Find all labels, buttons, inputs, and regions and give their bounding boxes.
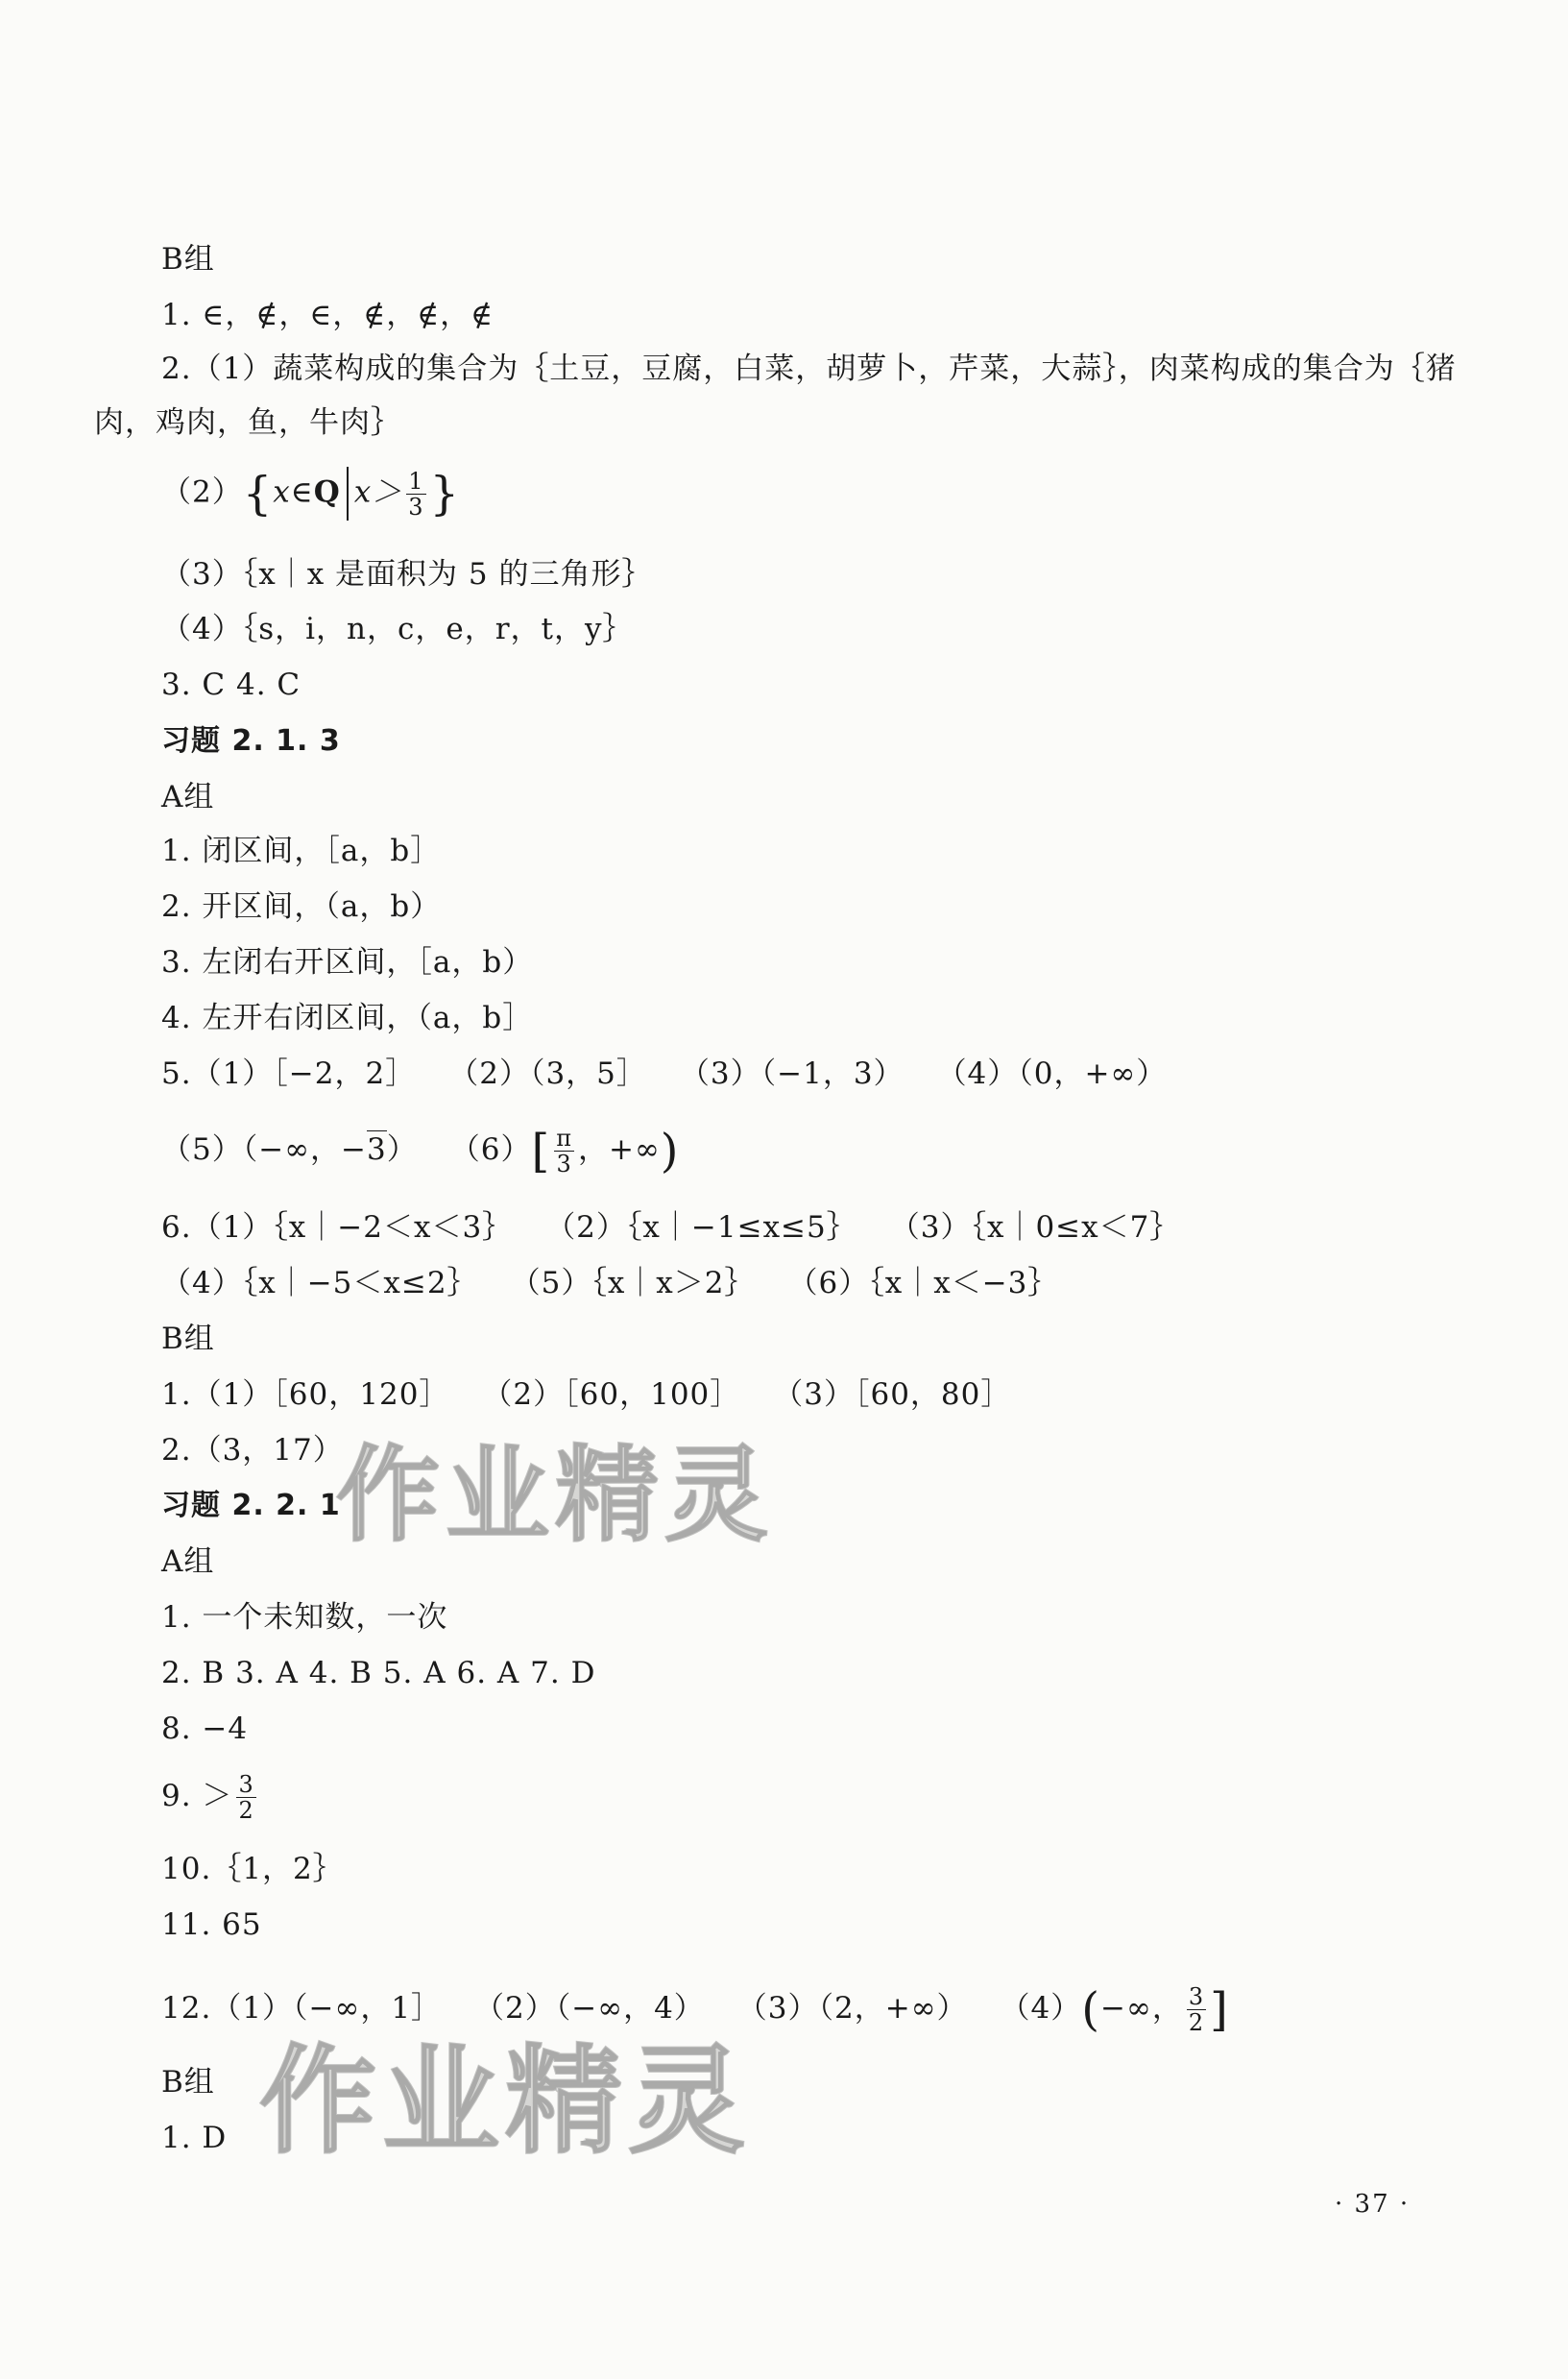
watermark-logo-2: 作业精灵 — [259, 2033, 751, 2170]
answer-b-3-4: 3. C 4. C — [161, 668, 302, 702]
answer-d-1: 1. D — [161, 2121, 228, 2155]
fraction-pi-third: $\frac{\pi}{3}$ — [556, 1125, 572, 1177]
answer-c-12-3: （3）（2，+∞） — [736, 1991, 968, 2026]
answer-c-11: 11. 65 — [161, 1907, 262, 1942]
page-number: · 37 · — [1335, 2190, 1411, 2219]
group-a-label-2: A组 — [161, 1544, 215, 1579]
left-bracket: [ — [531, 1124, 551, 1178]
group-a-label: A组 — [161, 780, 215, 814]
answer-a-2: 2. 开区间，（a，b） — [161, 889, 442, 924]
set-condition: x＞ — [353, 474, 403, 510]
group-b-label-2: B组 — [161, 1322, 215, 1356]
answer-a-6-1: 6.（1）｛x｜−2＜x＜3｝ — [161, 1210, 514, 1245]
answer-b2-1-1: 1.（1）［60，120］ — [161, 1377, 450, 1412]
answer-c-12-4-value: −∞， — [1100, 1991, 1183, 2026]
answer-a-5-6-infinity: ，+∞ — [577, 1132, 661, 1167]
answer-a-5-3: （3）（−1，3） — [679, 1056, 905, 1091]
answer-c-10: 10.｛1，2｝ — [161, 1852, 344, 1886]
fraction-one-third: $\frac{1}{3}$ — [408, 467, 424, 521]
answer-a-5-4: （4）（0，+∞） — [936, 1056, 1168, 1091]
answer-b2-1 — [161, 1375, 1011, 1414]
answer-b-2-2-label: （2） — [161, 474, 243, 510]
right-brace: } — [429, 467, 461, 521]
left-brace: { — [242, 467, 274, 521]
section-title-2-1-3: 习题 2. 1. 3 — [161, 724, 341, 758]
answer-a-6-6: （6）｛x｜x＜−3｝ — [787, 1266, 1059, 1300]
answer-b-2-1: 2.（1）蔬菜构成的集合为｛土豆，豆腐，白菜，胡萝卜，芹菜，大蒜｝，肉菜构成的集合为｛猪肉，鸡肉，鱼，牛肉｝ — [94, 352, 1457, 440]
right-bracket: ] — [1210, 1982, 1229, 2037]
answer-a-3: 3. 左闭右开区间，［a，b） — [161, 945, 534, 980]
answer-a-5-6-label: （6） — [449, 1132, 532, 1167]
answer-a-6-4: （4）｛x｜−5＜x≤2｝ — [161, 1266, 478, 1300]
fraction-three-halves-2: $\frac{3}{2}$ — [1188, 1983, 1205, 2036]
answer-a-6-row1 — [161, 1208, 1180, 1247]
left-paren: ( — [1081, 1982, 1101, 2037]
answer-c-8: 8. −4 — [161, 1711, 249, 1746]
answer-c-2-7: 2. B 3. A 4. B 5. A 6. A 7. D — [161, 1656, 596, 1690]
answer-a-1: 1. 闭区间，［a，b］ — [161, 834, 442, 868]
answer-a-6-3: （3）｛x｜0≤x＜7｝ — [889, 1210, 1181, 1245]
answer-a-4: 4. 左开右闭区间，（a，b］ — [161, 1001, 534, 1035]
answer-a-5-row2 — [161, 1126, 680, 1177]
answer-b2-2: 2.（3，17） — [161, 1433, 344, 1468]
answer-a-5-2: （2）（3，5］ — [448, 1056, 647, 1091]
answer-a-6-row2 — [161, 1264, 1058, 1302]
section-title-2-2-1: 习题 2. 2. 1 — [161, 1489, 341, 1522]
answer-b2-1-3: （3）［60，80］ — [773, 1377, 1012, 1412]
answer-c-1: 1. 一个未知数，一次 — [161, 1600, 448, 1635]
answer-b-2-4: （4）｛s，i，n，c，e，r，t，y｝ — [161, 612, 634, 646]
right-paren: ) — [660, 1124, 680, 1178]
answer-b2-1-2: （2）［60，100］ — [482, 1377, 741, 1412]
answer-a-5-5: （5）（−∞，− — [161, 1132, 367, 1167]
answer-c-9-label: 9. ＞ — [161, 1779, 233, 1813]
answer-a-6-5: （5）｛x｜x＞2｝ — [510, 1266, 756, 1300]
group-b-label: B组 — [161, 242, 215, 277]
set-x: x∈ — [273, 474, 314, 510]
fraction-three-halves: $\frac{3}{2}$ — [238, 1771, 254, 1824]
answer-b-1: 1. ∈，∉，∈，∉，∉，∉ — [161, 298, 495, 332]
answer-b-2-2 — [161, 467, 460, 521]
answer-a-5-1: 5.（1）［−2，2］ — [161, 1056, 417, 1091]
answer-c-12-1: 12.（1）（−∞，1］ — [161, 1991, 443, 2026]
answer-a-5-5-close: ） — [386, 1132, 418, 1167]
sqrt-3: 3 — [367, 1132, 387, 1167]
answer-b-2-3: （3）｛x｜x 是面积为 5 的三角形｝ — [161, 557, 653, 592]
set-q-symbol: Q — [313, 474, 341, 510]
answer-c-12-2: （2）（−∞，4） — [474, 1991, 705, 2026]
group-b-label-3: B组 — [161, 2065, 215, 2100]
watermark-logo: 作业精灵 — [336, 1436, 775, 1556]
set-divider — [347, 467, 349, 521]
answer-c-9 — [161, 1772, 260, 1823]
answer-a-6-2: （2）｛x｜−1≤x≤5｝ — [545, 1210, 857, 1245]
answer-a-5-row1 — [161, 1055, 1167, 1093]
answer-c-12-4-label: （4） — [1000, 1991, 1082, 2026]
